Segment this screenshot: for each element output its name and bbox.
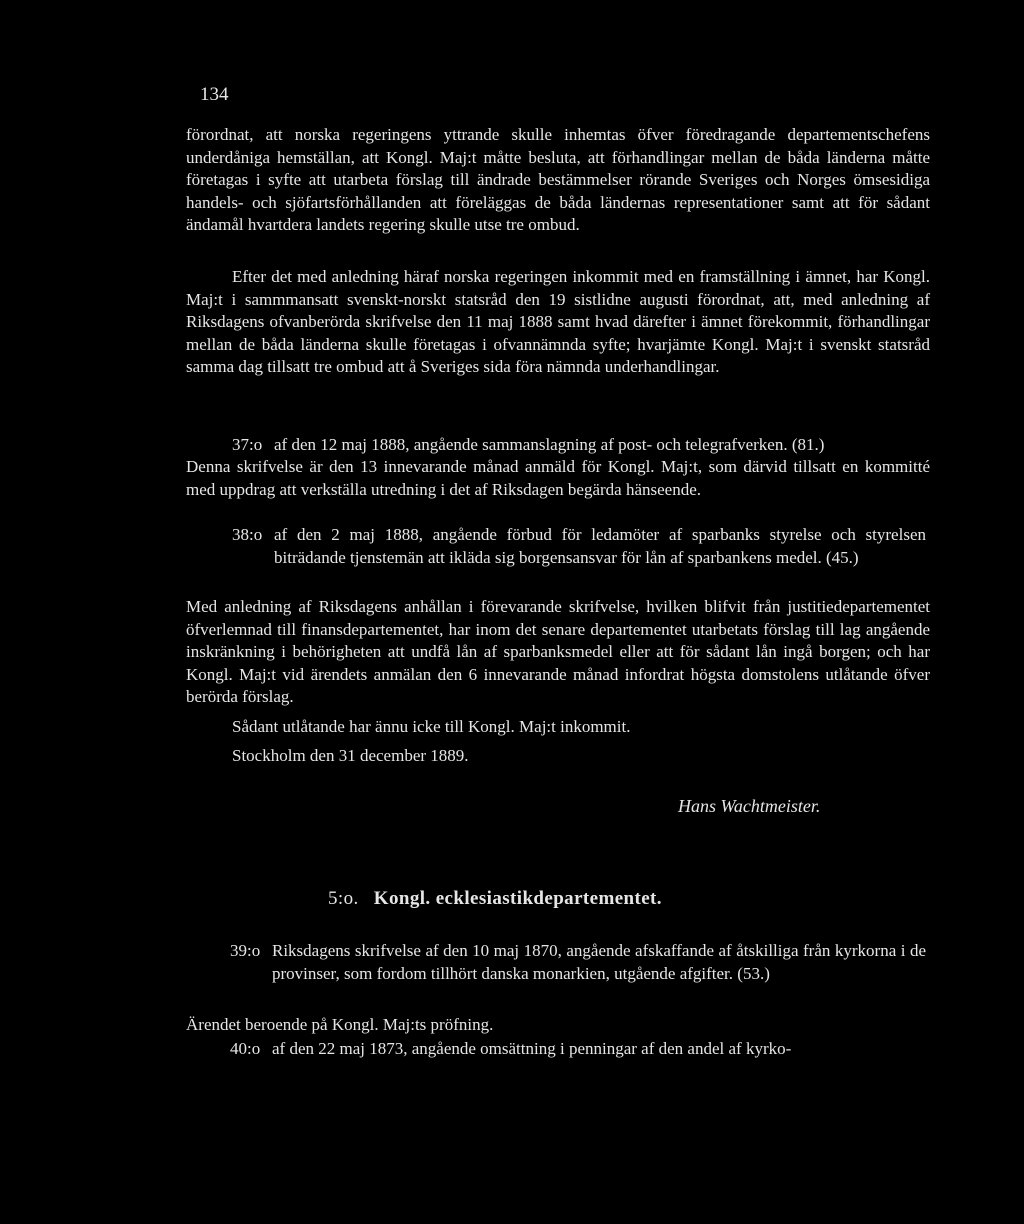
item-40-number: 40:o (230, 1039, 261, 1058)
section-number: 5:o. (328, 888, 359, 909)
list-item-40 (230, 1038, 926, 1061)
list-item-39 (230, 940, 926, 985)
paragraph-5-text: Sådant utlåtande har ännu icke till Kongl. Maj:t inkommit. (232, 717, 631, 736)
paragraph-1 (186, 124, 930, 237)
item-38-number: 38:o (232, 525, 263, 544)
item-39-number: 39:o (230, 941, 261, 960)
paragraph-4 (186, 596, 930, 709)
paragraph-5 (186, 716, 930, 739)
list-item-38 (232, 524, 926, 569)
paragraph-6 (186, 1014, 930, 1037)
section-title: Kongl. ecklesiastikdepartementet. (373, 888, 662, 909)
item-40-text: af den 22 maj 1873, angående omsättning i penningar af den andel af kyrko- (272, 1039, 792, 1058)
section-heading (328, 888, 662, 910)
paragraph-2 (186, 266, 930, 379)
signature: Hans Wachtmeister. (678, 796, 821, 816)
paragraph-2-text: Efter det med anledning häraf norska regeringen inkommit med en framställning i ämnet, har Kongl. Maj:t i sammmansatt svenskt-norskt statsråd den 19 sistlidne augusti förordnat, att, med anledning af Riksdagens ofvanberörda skrifvelse den 11 maj 1888 samt hvad därefter i ämnet förekommit, förhandlingar mellan de båda länderna skulle företagas i ofvannämnda syfte; hvarjämte Kongl. Maj:t i svenskt statsråd samma dag tillsatt tre ombud att å Sveriges sida föra nämnda underhandlingar. (186, 267, 930, 377)
dateline: Stockholm den 31 december 1889. (232, 746, 469, 765)
page-number: 134 (200, 84, 229, 105)
paragraph-6-text: Ärendet beroende på Kongl. Maj:ts pröfning. (186, 1015, 494, 1034)
paragraph-3 (186, 456, 930, 501)
paragraph-4-text: Med anledning af Riksdagens anhållan i förevarande skrifvelse, hvilken blifvit från justitiedepartementet öfverlemnad till finansdepartementet, har inom det senare departementet utarbetats förslag till lag angående inskränkning i behörigheten att undfå lån af sparbanksmedel eller att för sådant lån ingå borgen; och har Kongl. Maj:t vid ärendets anmälan den 6 innevarande månad infordrat högsta domstolens utlåtande öfver berörda förslag. (186, 597, 930, 707)
item-37-text: af den 12 maj 1888, angående sammanslagning af post- och telegrafverken. (81.) (274, 435, 825, 454)
item-39-text: Riksdagens skrifvelse af den 10 maj 1870, angående afskaffande af åtskilliga från kyrkorna i de provinser, som fordom tillhört danska monarkien, utgående afgifter. (53.) (272, 941, 926, 983)
paragraph-3-text: Denna skrifvelse är den 13 innevarande månad anmäld för Kongl. Maj:t, som därvid tillsatt en kommitté med uppdrag att verkställa utredning i det af Riksdagen begärda hänseende. (186, 457, 930, 499)
item-37-number: 37:o (232, 435, 263, 454)
paragraph-1-text: förordnat, att norska regeringens yttrande skulle inhemtas öfver föredragande departementschefens underdåniga hemställan, att Kongl. Maj:t måtte besluta, att förhandlingar mellan de båda länderna måtte företagas i syfte att utarbeta förslag till ändrade bestämmelser rörande Sveriges och Norges ömsesidiga handels- och sjöfartsförhållanden att föreläggas de båda ländernas representationer samt att för sådant ändamål hvartdera landets regering skulle utse tre ombud. (186, 125, 930, 235)
list-item-37 (232, 434, 926, 457)
item-38-text: af den 2 maj 1888, angående förbud för ledamöter af sparbanks styrelse och styrelsen biträdande tjenstemän att ikläda sig borgensansvar för lån af sparbankens medel. (45.) (274, 525, 926, 567)
